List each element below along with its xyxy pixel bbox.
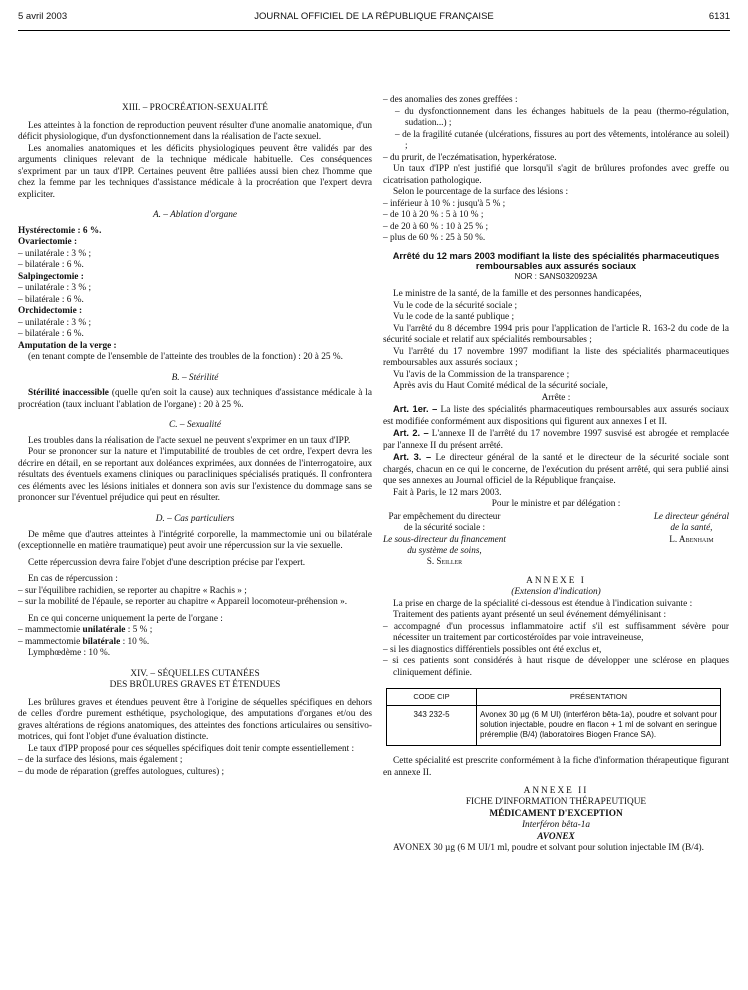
text: – mammectomie [18, 636, 83, 647]
section-xiii-title: XIII. – PROCRÉATION-SEXUALITÉ [122, 103, 268, 113]
article-text: Le directeur général de la santé et le directeur de la sécurité sociale sont chargés, chacun en ce qui le concerne, de l'exécution du présent arrêté, qui sera publié ainsi que ses annexes au Journal officiel de la République française. [383, 453, 729, 487]
paragraph: Le taux d'IPP proposé pour ces séquelles spécifiques doit tenir compte essentiellement : [28, 743, 355, 754]
paragraph: De même que d'autres atteintes à l'intégrité corporelle, la mammectomie uni ou bilatérale (exceptionnelle en matière traumatique) peut avoir une répercussion sur la vie sexuelle. [18, 529, 372, 552]
paragraph: Cette spécialité est prescrite conformément à la fiche d'information thérapeutique figurant en annexe II. [383, 756, 729, 778]
paragraph: Les anomalies anatomiques et les déficits physiologiques peuvent être validés par des arguments cliniques relevant de la technique médicale habituelle. Ces conséquences s'expriment par un taux d'IPP. Certaines peuvent être palliées aussi bien chez l'homme que chez la femme par les techniques d'assistance médicale à la procréation que l'expert devra expliciter. [18, 143, 372, 200]
article-label: Art. 2. – [393, 428, 429, 439]
list-item: – bilatérale : 6 %. [18, 260, 84, 271]
journal-title: JOURNAL OFFICIEL DE LA RÉPUBLIQUE FRANÇAISE [254, 11, 494, 22]
sig-line: Par empêchement du directeur [388, 510, 501, 521]
column-header-presentation: PRÉSENTATION [477, 689, 721, 705]
left-column [18, 94, 372, 778]
paragraph: En cas de répercussion : [28, 574, 118, 585]
header-date: 5 avril 2003 [18, 11, 68, 22]
sig-name: S. Seiller [426, 556, 463, 567]
interferon: Interféron bêta-1a [521, 820, 591, 831]
article-1 [383, 404, 729, 428]
bold-term: unilatérale [82, 625, 126, 636]
list-item: – de 10 à 20 % : 5 à 10 % ; [383, 210, 484, 221]
subsection-a-title: A. – Ablation d'organe [152, 210, 238, 221]
fiche-title: FICHE D'INFORMATION THÉRAPEUTIQUE [465, 797, 647, 808]
sig-line: Le directeur général [653, 510, 729, 521]
article-label: Art. 3. – [393, 452, 432, 463]
paragraph: Vu l'avis de la Commission de la transparence ; [393, 369, 570, 380]
amputation: Amputation de la verge : [18, 340, 117, 351]
table-row [387, 705, 721, 746]
list-item: – sur l'équilibre rachidien, se reporter au chapitre « Rachis » ; [18, 585, 247, 596]
list-item: – de la surface des lésions, mais également ; [18, 755, 183, 766]
subsection-c-title: C. – Sexualité [169, 420, 221, 431]
medicament-title: MÉDICAMENT D'EXCEPTION [489, 808, 623, 819]
page-number: 6131 [708, 11, 730, 22]
list-item: – sur la mobilité de l'épaule, se reporter au chapitre « Appareil locomoteur-préhension ». [18, 597, 348, 608]
paragraph: Le ministre de la santé, de la famille et des personnes handicapées, [393, 288, 642, 299]
annexe-1-title: ANNEXE I [526, 575, 586, 586]
list-item: – du mode de réparation (greffes autologues, cultures) ; [18, 766, 225, 777]
article-text: La liste des spécialités pharmaceutiques remboursables aux assurés sociaux est modifiée conformément aux dispositions qui figurent aux annexes I et II. [383, 405, 729, 427]
article-label: Art. 1er. – [393, 404, 438, 415]
paragraph [18, 388, 372, 411]
sterilite-term: Stérilité inaccessible [28, 388, 109, 399]
list-item: – si les diagnostics différentiels possibles ont été exclus et, [383, 644, 602, 655]
sig-line: du système de soins, [407, 545, 482, 555]
list-item: – unilatérale : 3 % ; [18, 317, 92, 328]
list-item: – bilatérale : 6 %. [18, 329, 84, 340]
signature-left [383, 511, 506, 568]
subsection-b-title: B. – Stérilité [171, 372, 219, 383]
list-item: – bilatérale : 6 %. [18, 294, 84, 305]
article-2 [383, 428, 729, 452]
paragraph: Pour se prononcer sur la nature et l'imputabilité de troubles de cet ordre, l'expert devra les décrire en détail, en se reportant aux doléances exprimées, aux données de l'interrogatoire, aux résultats des éventuels examens cliniques ou paracliniques spécialisés pratiqués. Il confrontera ces éléments avec les lésions initiales et donnera son avis sur l'existence du dommage sans se prononcer sur l'éventuel préjudice qui peut en résulter. [18, 447, 372, 504]
paragraph: Après avis du Haut Comité médical de la sécurité sociale, [393, 381, 608, 392]
paragraph: Traitement des patients ayant présenté un seul événement démyélinisant : [393, 610, 667, 621]
sig-line: de la sécurité sociale : [403, 522, 486, 533]
subsection-d-title: D. – Cas particuliers [155, 513, 235, 524]
section-xiv-title-2: DES BRÛLURES GRAVES ET ÉTENDUES [109, 680, 281, 691]
list-item: – plus de 60 % : 25 à 50 %. [383, 233, 486, 244]
sig-line: Le sous-directeur du financement [383, 533, 506, 544]
list-item: – inférieur à 10 % : jusqu'à 5 % ; [383, 198, 506, 209]
delegation: Pour le ministre et par délégation : [491, 499, 621, 510]
paragraph: Les troubles dans la réalisation de l'acte sexuel ne peuvent s'exprimer en un taux d'IPP. [28, 435, 351, 446]
paragraph: Cette répercussion devra faire l'objet d'une description précise par l'expert. [28, 557, 306, 568]
fait-a-paris: Fait à Paris, le 12 mars 2003. [393, 487, 502, 498]
paragraph: Les atteintes à la fonction de reproduction peuvent résulter d'une anomalie anatomique, d'un déficit physiologique, d'un dysfonctionnement dans la réalisation de l'acte sexuel. [18, 120, 372, 143]
salpingectomie: Salpingectomie : [18, 271, 84, 282]
text: – mammectomie [18, 625, 83, 636]
text: : 5 % ; [125, 625, 153, 636]
ovariectomie: Ovariectomie : [18, 237, 78, 248]
list-item: – du dysfonctionnement dans les échanges habituels de la peau (thermo-régulation, sudation...) ; [395, 106, 729, 129]
paragraph: Vu le code de la sécurité sociale ; [393, 300, 518, 311]
paragraph: Selon le pourcentage de la surface des lésions : [393, 187, 569, 198]
bold-term: bilatérale [82, 636, 121, 647]
list-item: – si ces patients sont considérés à haut risque de développer une sclérose en plaques cliniquement définie. [383, 656, 729, 678]
list-item: – unilatérale : 3 % ; [18, 248, 92, 259]
avonex-title: AVONEX [537, 831, 575, 842]
paragraph: AVONEX 30 µg (6 M UI/1 ml, poudre et solvant pour solution injectable IM (B/4). [393, 843, 704, 854]
paragraph: Vu le code de la santé publique ; [393, 312, 515, 323]
nor-reference: NOR : SANS0320923A [514, 272, 598, 282]
annexe-2-title: ANNEXE II [523, 785, 589, 796]
list-item: – de la fragilité cutanée (ulcérations, fissures au port des vêtements, intolérance au soleil) ; [395, 129, 729, 152]
presentation-text: Avonex 30 µg (6 M UI) (interféron bêta-1a), poudre et solvant pour solution injectable, poudre en flacon + 1 ml de solvant en seringue préremplie (B/4) (laboratoires Biogen France SA). [477, 705, 721, 746]
list-item: – de 20 à 60 % : 10 à 25 % ; [383, 221, 489, 232]
right-column [383, 95, 729, 855]
header-rule [18, 30, 730, 31]
paragraph: La prise en charge de la spécialité ci-dessous est étendue à l'indication suivante : [393, 598, 693, 609]
article-text: L'annexe II de l'arrêté du 17 novembre 1997 susvisé est abrogée et remplacée par l'annexe II du présent arrêté. [383, 429, 729, 451]
list-item: – des anomalies des zones greffées : [383, 95, 518, 105]
article-3 [383, 452, 729, 488]
cip-code: 343 232-5 [387, 705, 477, 746]
table-header-row [387, 689, 721, 705]
list-item [18, 625, 372, 637]
sig-line: de la santé, [670, 522, 713, 533]
sterilite-text: (quelle qu'en soit la cause) aux techniques d'assistance médicale à la procréation (taux incluant l'ablation de l'organe) : 20 à 25 %. [18, 388, 373, 410]
section-xiv-title-1: XIV. – SÉQUELLES CUTANÉES [130, 668, 260, 679]
paragraph: Un taux d'IPP n'est justifié que lorsqu'il s'agit de brûlures profondes avec greffe ou cicatrisation pathologique. [383, 164, 729, 186]
paragraph: Vu l'arrêté du 8 décembre 1994 pris pour l'application de l'article R. 163-2 du code de la sécurité sociale et relatif aux spécialités remboursables ; [383, 323, 729, 346]
hysterectomie: Hystérectomie : 6 %. [18, 225, 102, 236]
signature-right [654, 511, 729, 568]
paragraph: Vu l'arrêté du 17 novembre 1997 modifiant la liste des spécialités pharmaceutiques remboursables aux assurés sociaux ; [383, 346, 729, 369]
column-header-cip: CODE CIP [387, 689, 477, 705]
sig-name: L. Abenhaim [669, 533, 714, 544]
signatures [383, 511, 729, 568]
presentation-table [386, 688, 721, 746]
list-item: – unilatérale : 3 % ; [18, 283, 92, 294]
paragraph: Les brûlures graves et étendues peuvent être à l'origine de séquelles spécifiques en dehors de celles d'ordre purement esthétique, psychologique, des amputations d'organes et/ou des graves altérations de régions anatomiques, des atteintes des fonctions articulaires ou sensitivo-motrices, qui font l'objet d'une évaluation distincte. [18, 697, 372, 743]
paragraph: (en tenant compte de l'ensemble de l'atteinte des troubles de la fonction) : 20 à 25 %. [28, 352, 343, 363]
arrete-word: Arrête : [541, 392, 571, 403]
orchidectomie: Orchidectomie : [18, 306, 83, 317]
paragraph: En ce qui concerne uniquement la perte de l'organe : [28, 613, 223, 624]
text: : 10 %. [120, 636, 150, 647]
arrete-title: Arrêté du 12 mars 2003 modifiant la liste des spécialités pharmaceutiques remboursables aux assurés sociaux [392, 250, 720, 272]
list-item: – du prurit, de l'eczématisation, hyperkératose. [383, 152, 557, 163]
list-item: – accompagné d'un processus inflammatoire actif s'il est suffisamment sévère pour nécessiter un traitement par corticostéroïdes par voie intraveineuse, [383, 621, 729, 644]
extension-indication: (Extension d'indication) [511, 587, 601, 598]
list-item [18, 637, 372, 649]
lymphoedeme: Lymphœdème : 10 %. [28, 648, 111, 659]
page-header [18, 11, 730, 25]
